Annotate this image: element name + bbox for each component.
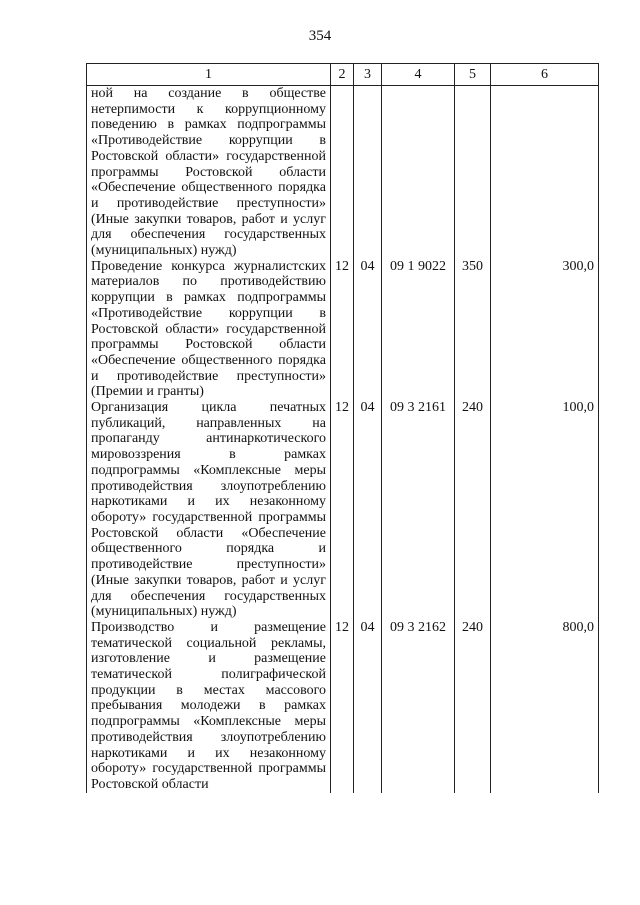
header-col-1: 1	[87, 64, 331, 86]
header-col-2: 2	[331, 64, 354, 86]
row-amount	[491, 86, 599, 259]
row-section: 12	[331, 400, 354, 620]
row-section	[331, 86, 354, 259]
row-subsection: 04	[354, 259, 382, 400]
header-col-3: 3	[354, 64, 382, 86]
header-row	[87, 64, 599, 86]
table-header	[87, 64, 599, 86]
header-col-4: 4	[382, 64, 455, 86]
row-subsection: 04	[354, 400, 382, 620]
row-description: Проведение конкурса журналистских материалов по противодействию коррупции в рамках подпрограммы «Противодействие коррупции в Ростовской области» государственной программы Ростовской области «Обеспечение общественного порядка и противодействие преступности» (Премии и гранты)	[87, 259, 331, 400]
table-row	[87, 620, 599, 793]
table-body	[87, 86, 599, 793]
row-subsection: 04	[354, 620, 382, 793]
page-number: 354	[308, 28, 332, 44]
row-expense-type: 240	[455, 400, 491, 620]
row-description: Организация цикла печатных публикаций, направленных на пропаганду антинаркотического мировоззрения в рамках подпрограммы «Комплексные меры противодействия злоупотреблению наркотиками и их незаконному обороту» государственной программы Ростовской области «Обеспечение общественного порядка и противодействие преступности» (Иные закупки товаров, работ и услуг для обеспечения государственных (муниципальных) нужд)	[87, 400, 331, 620]
row-description: Производство и размещение тематической социальной рекламы, изготовление и размещение тематической полиграфической продукции в местах массового пребывания молодежи в рамках подпрограммы «Комплексные меры противодействия злоупотреблению наркотиками и их незаконному обороту» государственной программы Ростовской области	[87, 620, 331, 793]
row-section: 12	[331, 259, 354, 400]
row-amount: 100,0	[491, 400, 599, 620]
table-row	[87, 259, 599, 400]
row-section: 12	[331, 620, 354, 793]
row-target-article	[382, 86, 455, 259]
row-target-article: 09 3 2162	[382, 620, 455, 793]
table-row	[87, 400, 599, 620]
row-subsection	[354, 86, 382, 259]
row-amount: 800,0	[491, 620, 599, 793]
row-expense-type: 350	[455, 259, 491, 400]
table-row	[87, 86, 599, 259]
header-col-5: 5	[455, 64, 491, 86]
row-expense-type: 240	[455, 620, 491, 793]
row-description: ной на создание в обществе нетерпимости к коррупционному поведению в рамках подпрограммы «Противодействие коррупции в Ростовской области» государственной программы Ростовской области «Обеспечение общественного порядка и противодействие преступности» (Иные закупки товаров, работ и услуг для обеспечения государственных (муниципальных) нужд)	[87, 86, 331, 259]
header-col-6: 6	[491, 64, 599, 86]
budget-table	[86, 63, 599, 793]
row-expense-type	[455, 86, 491, 259]
row-target-article: 09 3 2161	[382, 400, 455, 620]
row-amount: 300,0	[491, 259, 599, 400]
row-target-article: 09 1 9022	[382, 259, 455, 400]
